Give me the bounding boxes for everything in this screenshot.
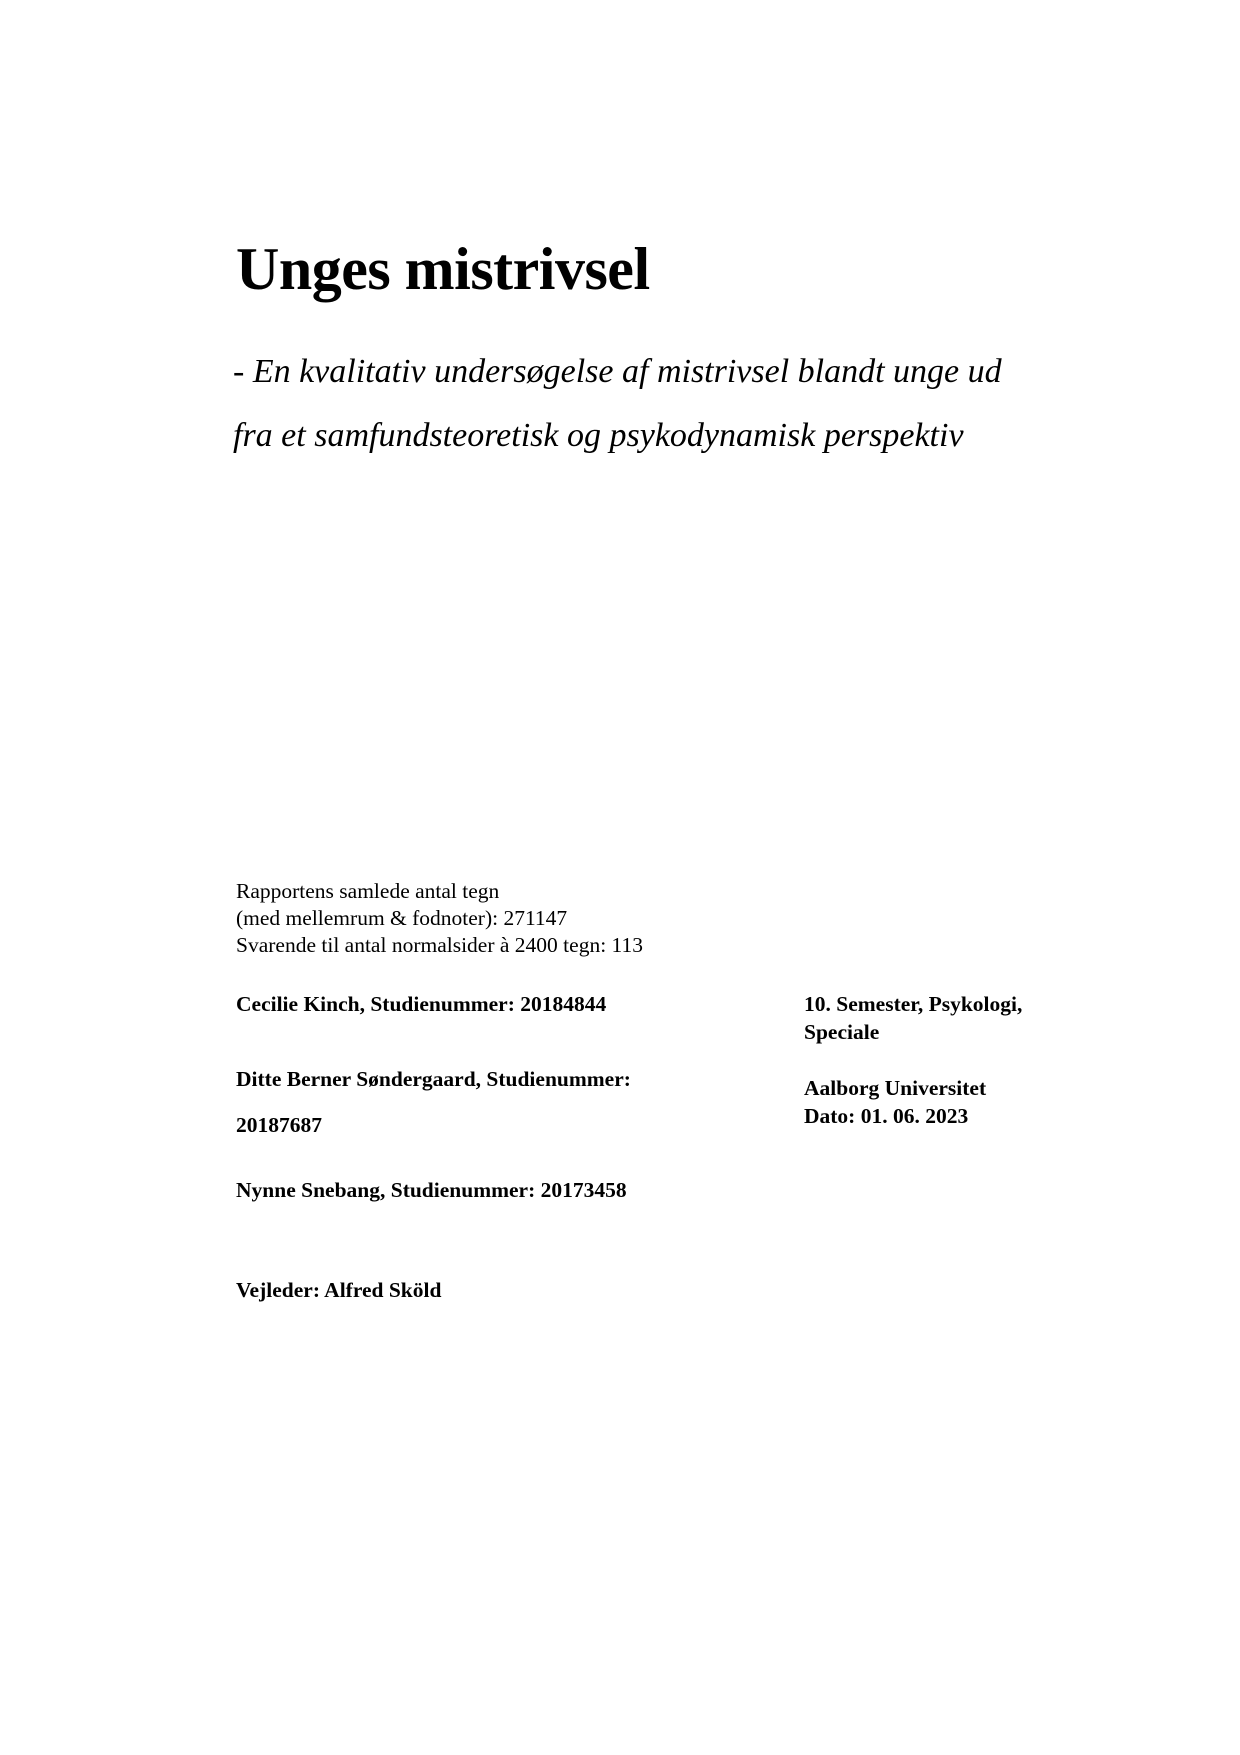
document-subtitle [233, 340, 1133, 468]
course-line-2: Speciale [804, 1020, 880, 1044]
institution-date [804, 1074, 1104, 1130]
subtitle-line-2: fra et samfundsteoretisk og psykodynamisk perspektiv [233, 417, 964, 454]
author-1: Cecilie Kinch, Studienummer: 20184844 [236, 992, 607, 1016]
course-info [804, 990, 1104, 1046]
subtitle-line-1: - En kvalitativ undersøgelse af mistrivsel blandt unge ud [233, 353, 1002, 390]
submission-date: Dato: 01. 06. 2023 [804, 1104, 969, 1128]
stats-line-2: (med mellemrum & fodnoter): 271147 [236, 906, 568, 930]
stats-line-3: Svarende til antal normalsider à 2400 tegn: 113 [236, 933, 643, 957]
character-count-block [236, 878, 643, 959]
document-title: Unges mistrivsel [236, 236, 650, 302]
institution: Aalborg Universitet [804, 1076, 987, 1100]
stats-line-1: Rapportens samlede antal tegn [236, 879, 500, 903]
author-2: Ditte Berner Søndergaard, Studienummer: 20187687 [236, 1067, 631, 1137]
course-line-1: 10. Semester, Psykologi, [804, 992, 1023, 1016]
author-3: Nynne Snebang, Studienummer: 20173458 [236, 1178, 627, 1202]
supervisor: Vejleder: Alfred Sköld [236, 1278, 442, 1302]
